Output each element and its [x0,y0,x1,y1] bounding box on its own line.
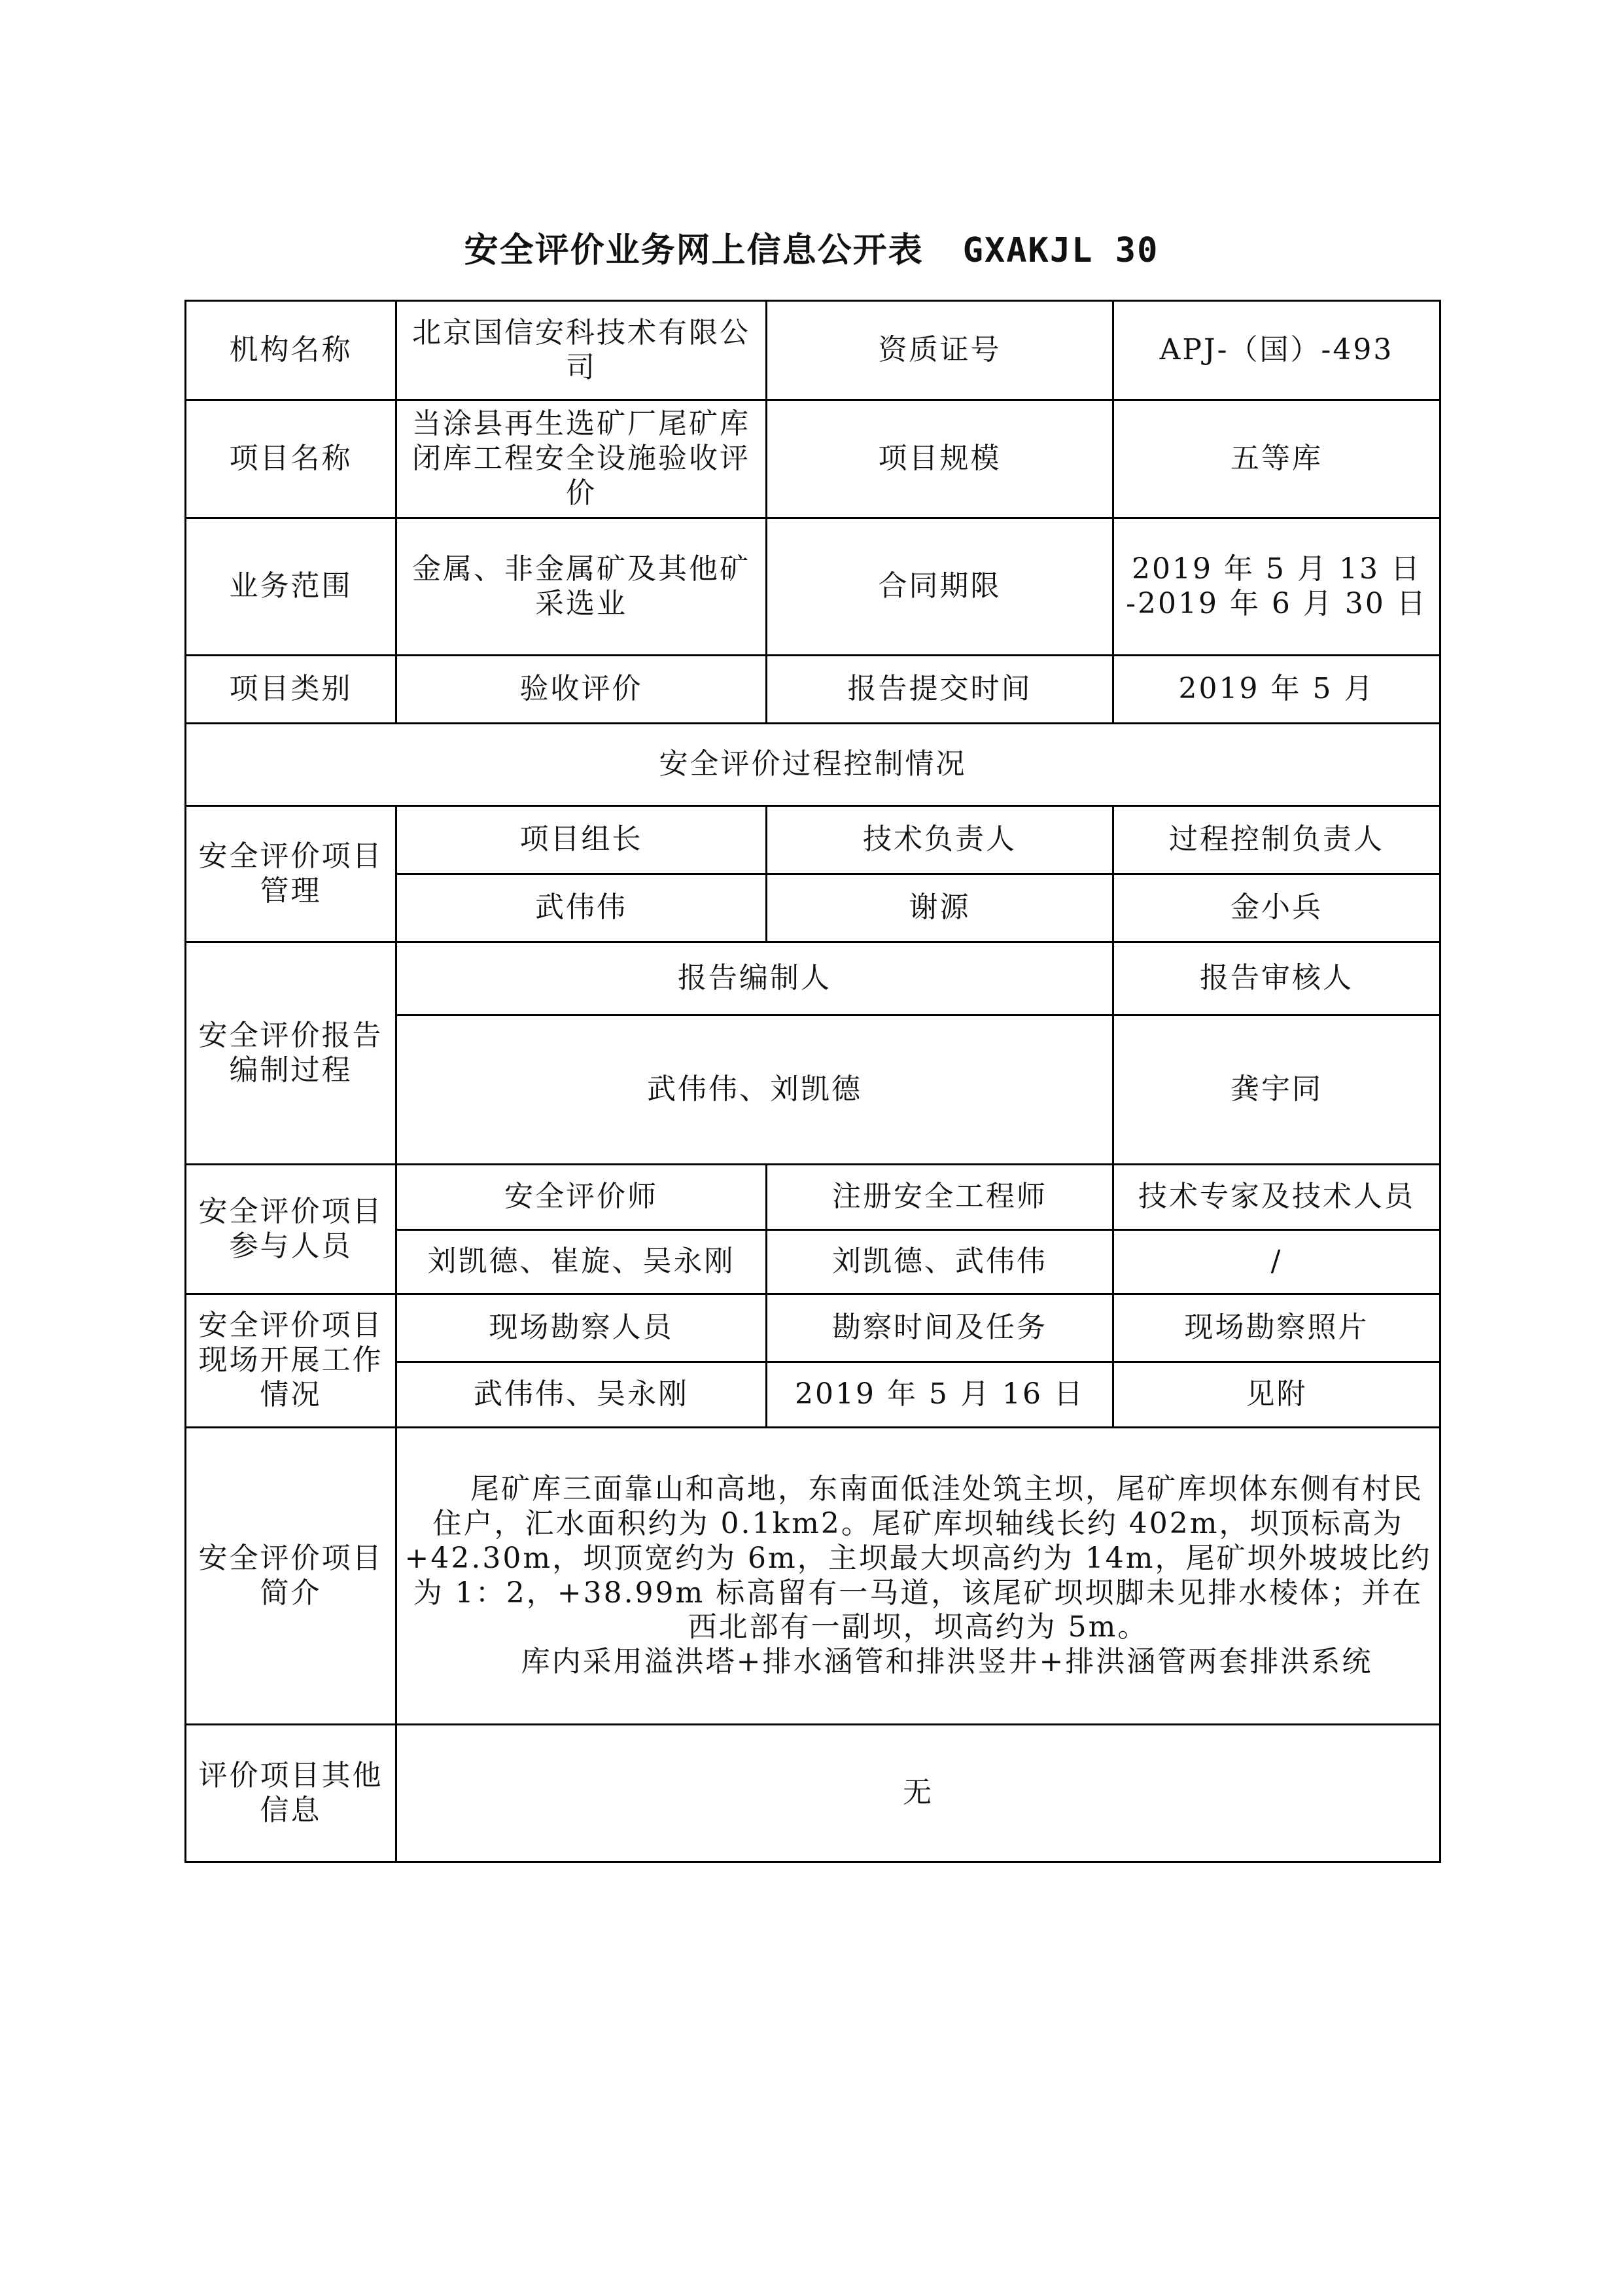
process-header: 安全评价过程控制情况 [186,724,1440,806]
table-row [186,1725,1440,1862]
scope-value: 金属、非金属矿及其他矿采选业 [396,518,767,656]
table-row [186,806,1440,874]
form-code: GXAKJL 30 [962,231,1159,270]
participants-label: 安全评价项目参与人员 [186,1165,396,1294]
report-label: 安全评价报告编制过程 [186,942,396,1165]
cert-value: APJ-（国）-493 [1113,301,1440,400]
report-reviewer-value: 龚宇同 [1113,1016,1440,1165]
surveyor-header: 现场勘察人员 [396,1294,767,1362]
fieldwork-label: 安全评价项目现场开展工作情况 [186,1294,396,1428]
category-label: 项目类别 [186,656,396,724]
org-name-label: 机构名称 [186,301,396,400]
category-value: 验收评价 [396,656,767,724]
report-writer-value: 武伟伟、刘凯德 [396,1016,1113,1165]
period-value [1113,518,1440,656]
page-title [0,222,1623,272]
evaluator-value: 刘凯德、崔旋、吴永刚 [396,1230,767,1294]
engineer-header: 注册安全工程师 [767,1165,1113,1230]
table-row [186,724,1440,806]
org-name-value: 北京国信安科技术有限公司 [396,301,767,400]
submit-time-label: 报告提交时间 [767,656,1113,724]
survey-time-header: 勘察时间及任务 [767,1294,1113,1362]
engineer-value: 刘凯德、武伟伟 [767,1230,1113,1294]
expert-header: 技术专家及技术人员 [1113,1165,1440,1230]
submit-time-value: 2019 年 5 月 [1113,656,1440,724]
table-row [186,1165,1440,1230]
table-row [186,301,1440,400]
period-end: -2019 年 6 月 30 日 [1126,586,1427,620]
table-row [186,1294,1440,1362]
survey-time-value: 2019 年 5 月 16 日 [767,1362,1113,1428]
project-scale-value: 五等库 [1113,400,1440,518]
process-lead-value: 金小兵 [1113,874,1440,942]
report-writer-header: 报告编制人 [396,942,1113,1016]
process-lead-header: 过程控制负责人 [1113,806,1440,874]
intro-label: 安全评价项目简介 [186,1428,396,1725]
tech-lead-value: 谢源 [767,874,1113,942]
title-text: 安全评价业务网上信息公开表 [464,231,924,270]
survey-photo-value: 见附 [1113,1362,1440,1428]
surveyor-value: 武伟伟、吴永刚 [396,1362,767,1428]
info-table [184,300,1441,1863]
table-row [186,1428,1440,1725]
table-row [186,656,1440,724]
table-row [186,942,1440,1016]
period-start: 2019 年 5 月 13 日 [1132,552,1422,586]
other-info-value: 无 [396,1725,1440,1862]
team-leader-value: 武伟伟 [396,874,767,942]
other-info-label: 评价项目其他信息 [186,1725,396,1862]
intro-content [396,1428,1440,1725]
tech-lead-header: 技术负责人 [767,806,1113,874]
project-name-label: 项目名称 [186,400,396,518]
table-row [186,518,1440,656]
project-name-value: 当涂县再生选矿厂尾矿库闭库工程安全设施验收评价 [396,400,767,518]
period-label: 合同期限 [767,518,1113,656]
team-leader-header: 项目组长 [396,806,767,874]
expert-value: / [1113,1230,1440,1294]
intro-paragraph: 尾矿库三面靠山和高地，东南面低洼处筑主坝，尾矿库坝体东侧有村民住户，汇水面积约为 0.1km2。尾矿库坝轴线长约 402m，坝顶标高为+42.30m，坝顶宽约为 6m，主坝最大坝高约为 14m，尾矿坝外坡坡比约为 1：2，+38.99m 标高留有一马道，该尾矿坝坝脚未见排水棱体；并在西北部有一副坝，坝高约为 5m。 [404,1472,1432,1644]
project-scale-label: 项目规模 [767,400,1113,518]
survey-photo-header: 现场勘察照片 [1113,1294,1440,1362]
evaluator-header: 安全评价师 [396,1165,767,1230]
cert-label: 资质证号 [767,301,1113,400]
scope-label: 业务范围 [186,518,396,656]
report-reviewer-header: 报告审核人 [1113,942,1440,1016]
table-row [186,400,1440,518]
intro-paragraph: 库内采用溢洪塔+排水涵管和排洪竖井+排洪涵管两套排洪系统 [521,1645,1373,1679]
management-label: 安全评价项目管理 [186,806,396,942]
